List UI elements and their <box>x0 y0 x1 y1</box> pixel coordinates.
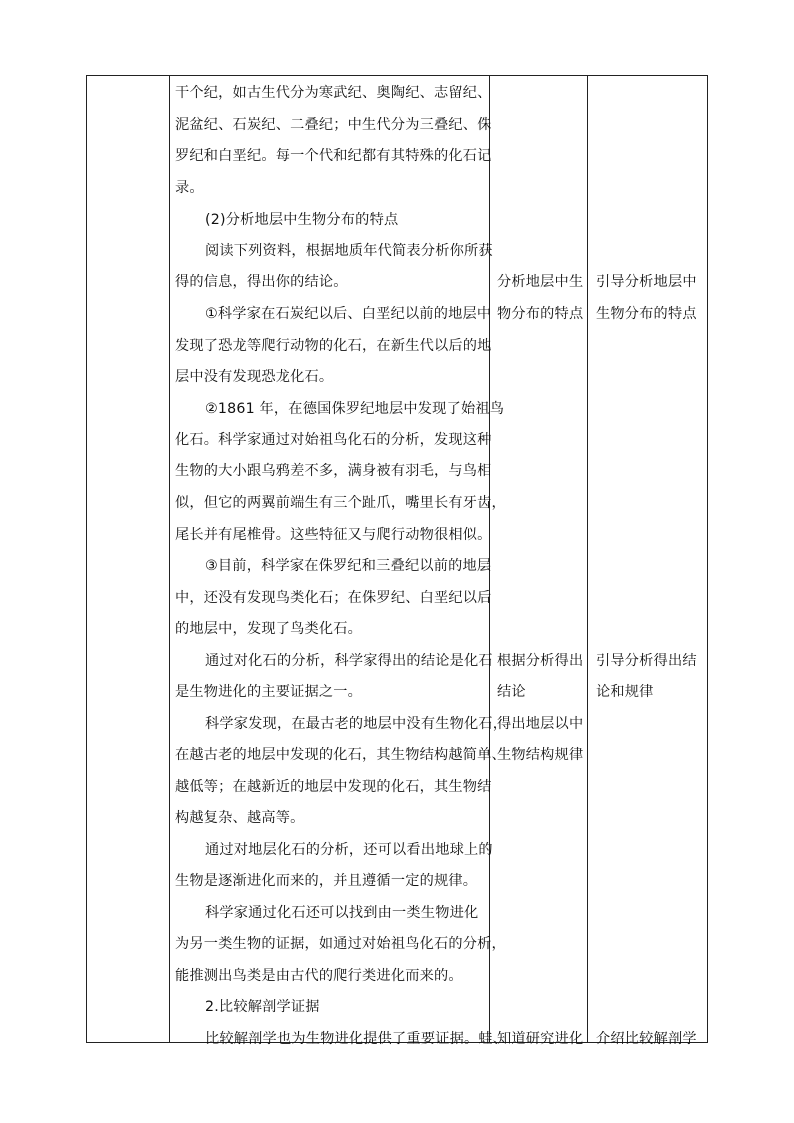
content-line: 构越复杂、越高等。 <box>175 810 305 826</box>
content-line: ③目前，科学家在侏罗纪和三叠纪以前的地层 <box>205 558 492 574</box>
intent-line: 引导分析得出结 <box>596 653 697 669</box>
content-line: 在越古老的地层中发现的化石，其生物结构越简单、 <box>175 747 506 763</box>
content-line: ②1861 年，在德国侏罗纪地层中发现了始祖鸟 <box>205 401 505 417</box>
content-line: 泥盆纪、石炭纪、二叠纪；中生代分为三叠纪、侏 <box>175 117 492 133</box>
content-line: 罗纪和白垩纪。每一个代和纪都有其特殊的化石记 <box>175 148 492 164</box>
content-line: 生物的大小跟乌鸦差不多，满身被有羽毛，与鸟相 <box>175 463 492 479</box>
content-line: 越低等；在越新近的地层中发现的化石，其生物结 <box>175 779 492 795</box>
intent-line: 介绍比较解剖学 <box>596 1031 697 1047</box>
intent-line: 生物分布的特点 <box>596 306 697 322</box>
content-line: 尾长并有尾椎骨。这些特征又与爬行动物很相似。 <box>175 527 492 543</box>
content-line: 是生物进化的主要证据之一。 <box>175 684 363 700</box>
content-line: 中，还没有发现鸟类化石；在侏罗纪、白垩纪以后 <box>175 590 492 606</box>
content-line: 通过对化石的分析，科学家得出的结论是化石 <box>205 653 493 669</box>
content-line: 能推测出鸟类是由古代的爬行类进化而来的。 <box>175 968 463 984</box>
lesson-table <box>86 75 708 1047</box>
intent-line: 论和规律 <box>596 684 654 700</box>
content-line: 科学家通过化石还可以找到由一类生物进化 <box>205 905 479 921</box>
activity-line: 结论 <box>497 684 526 700</box>
content-line: 录。 <box>175 180 204 196</box>
content-line: ①科学家在石炭纪以后、白垩纪以前的地层中 <box>205 306 492 322</box>
content-subheading: 2.比较解剖学证据 <box>205 999 320 1015</box>
content-line: 的地层中，发现了鸟类化石。 <box>175 621 363 637</box>
column-divider-3 <box>587 76 588 1042</box>
content-line: 似，但它的两翼前端生有三个趾爪，嘴里长有牙齿， <box>175 495 506 511</box>
content-line: 阅读下列资料，根据地质年代简表分析你所获 <box>205 243 493 259</box>
activity-line: 根据分析得出 <box>497 653 584 669</box>
activity-line: 生物结构规律 <box>497 747 584 763</box>
content-line: 通过对地层化石的分析，还可以看出地球上的 <box>205 842 493 858</box>
activity-line: 物分布的特点 <box>497 306 584 322</box>
content-line: 得的信息，得出你的结论。 <box>175 274 348 290</box>
content-line: 化石。科学家通过对始祖鸟化石的分析，发现这种 <box>175 432 492 448</box>
column-divider-1 <box>169 76 170 1042</box>
activity-line: 得出地层以中 <box>497 716 584 732</box>
content-line: 干个纪，如古生代分为寒武纪、奥陶纪、志留纪、 <box>175 85 492 101</box>
content-line: 比较解剖学也为生物进化提供了重要证据。蛙、 <box>205 1031 508 1047</box>
content-line: 发现了恐龙等爬行动物的化石，在新生代以后的地 <box>175 338 492 354</box>
intent-line: 引导分析地层中 <box>596 274 697 290</box>
activity-line: 分析地层中生 <box>497 274 584 290</box>
content-subheading: (2)分析地层中生物分布的特点 <box>205 212 399 228</box>
activity-line: 知道研究进化 <box>497 1031 584 1047</box>
content-line: 为另一类生物的证据，如通过对始祖鸟化石的分析， <box>175 936 506 952</box>
content-line: 生物是逐渐进化而来的，并且遵循一定的规律。 <box>175 873 478 889</box>
content-line: 层中没有发现恐龙化石。 <box>175 369 334 385</box>
content-line: 科学家发现，在最古老的地层中没有生物化石， <box>205 716 508 732</box>
